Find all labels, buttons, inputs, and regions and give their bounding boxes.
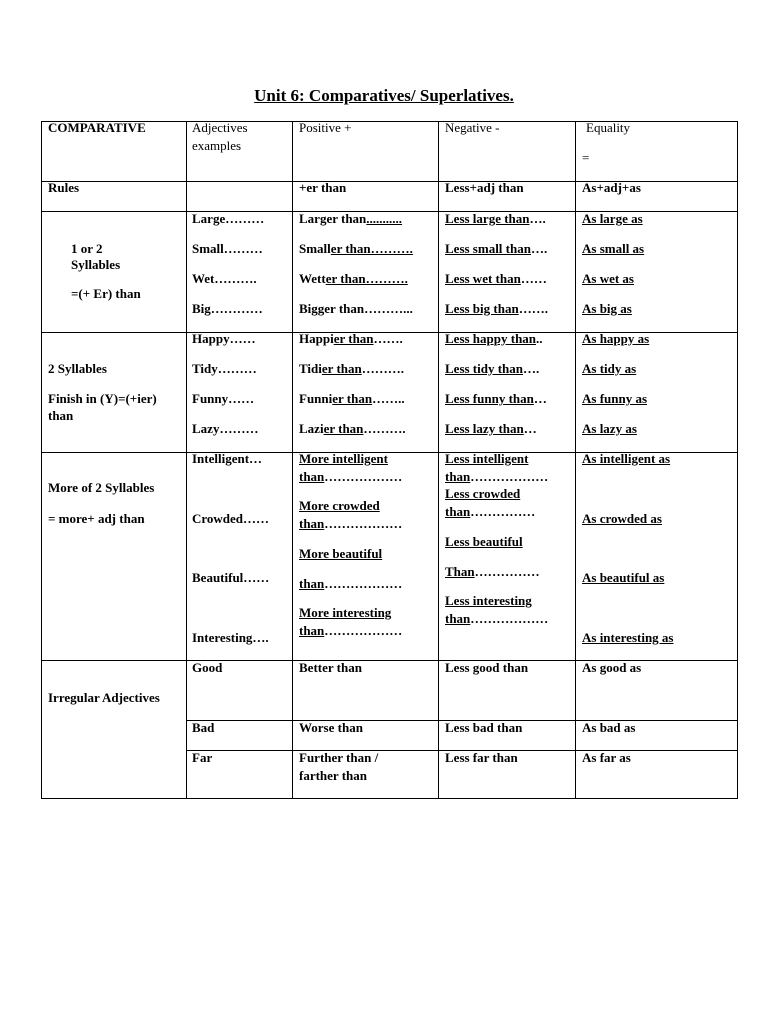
positive-word: Larger than xyxy=(299,211,367,226)
positive-suffix: er than xyxy=(323,421,364,436)
adjective: Far xyxy=(192,750,213,765)
header-examples: examples xyxy=(192,138,242,153)
positive-form xyxy=(299,390,405,408)
adjective: Tidy……… xyxy=(192,361,257,376)
positive-dots: ………. xyxy=(363,421,406,436)
group2-rule: 2 Syllables xyxy=(48,361,107,376)
positive-dots: ……………… xyxy=(324,516,403,531)
negative-dots: …. xyxy=(529,211,546,226)
positive-form: More intelligent xyxy=(299,451,388,466)
positive-form xyxy=(299,300,413,318)
positive-form xyxy=(299,575,402,593)
negative-dots: ……. xyxy=(518,301,548,316)
negative-form xyxy=(445,240,547,258)
equality-form: As good as xyxy=(582,660,642,675)
equality-form: As large as xyxy=(582,211,643,226)
group1-rule: =(+ Er) than xyxy=(71,286,141,301)
adjective: Happy…… xyxy=(192,331,256,346)
positive-word: Wett xyxy=(299,271,326,286)
positive-suffix: er than………. xyxy=(330,241,413,256)
adjective: Interesting…. xyxy=(192,630,269,645)
adjective: Funny…… xyxy=(192,391,255,406)
negative-dots: … xyxy=(533,391,547,406)
negative-form: Less interesting xyxy=(445,593,532,608)
group1-rule: Syllables xyxy=(71,257,121,272)
negative-dots: …… xyxy=(520,271,547,286)
negative-dots: …. xyxy=(530,241,548,256)
positive-suffix: er than xyxy=(333,331,374,346)
negative-form xyxy=(445,270,547,288)
positive-dots: ........... xyxy=(366,211,403,226)
negative-than: than xyxy=(445,469,471,484)
negative-words: Less lazy than xyxy=(445,421,524,436)
comparatives-table xyxy=(41,121,738,799)
negative-than: than xyxy=(445,504,471,519)
page-title: Unit 6: Comparatives/ Superlatives. xyxy=(254,86,514,105)
negative-words: Less tidy than xyxy=(445,361,524,376)
column-divider xyxy=(186,121,187,799)
negative-words: Less funny than xyxy=(445,391,534,406)
adjective: Intelligent… xyxy=(192,451,263,466)
negative-words: Less wet than xyxy=(445,271,521,286)
adjective: Small……… xyxy=(192,241,263,256)
equality-form: As bad as xyxy=(582,720,636,735)
positive-form xyxy=(299,420,406,438)
negative-dots: … xyxy=(523,421,537,436)
negative-than: than xyxy=(445,611,471,626)
negative-dots: ……………… xyxy=(470,611,549,626)
negative-form xyxy=(445,360,539,378)
column-divider xyxy=(575,121,576,799)
positive-than: than xyxy=(299,469,325,484)
positive-form xyxy=(299,515,402,533)
equality-form: As crowded as xyxy=(582,511,662,526)
equality-form: As intelligent as xyxy=(582,451,671,466)
positive-suffix: er than xyxy=(332,391,373,406)
column-divider xyxy=(438,121,439,799)
negative-form xyxy=(445,330,543,348)
negative-form xyxy=(445,503,535,521)
positive-dots: ……………… xyxy=(324,469,403,484)
positive-stem: Funni xyxy=(299,391,333,406)
positive-dots: ………. xyxy=(361,361,404,376)
negative-form xyxy=(445,210,546,228)
negative-than: Than xyxy=(445,564,475,579)
adjective: Lazy……… xyxy=(192,421,259,436)
negative-dots: …………… xyxy=(470,504,536,519)
adjective: Good xyxy=(192,660,223,675)
adjective: Large……… xyxy=(192,211,265,226)
negative-form: Less beautiful xyxy=(445,534,523,549)
negative-words: Less small than xyxy=(445,241,531,256)
equality-form: As happy as xyxy=(582,331,650,346)
adjective: Wet………. xyxy=(192,271,257,286)
equality-form: As tidy as xyxy=(582,361,637,376)
equality-form: As big as xyxy=(582,301,632,316)
irregular-label: Irregular Adjectives xyxy=(48,690,160,705)
rules-positive: +er than xyxy=(299,180,347,195)
negative-form: Less intelligent xyxy=(445,451,529,466)
positive-word: Bigger than xyxy=(299,301,365,316)
group1-rule: 1 or 2 xyxy=(71,241,103,256)
positive-form xyxy=(299,622,402,640)
positive-form: More beautiful xyxy=(299,546,383,561)
group2-rule: Finish in (Y)=(+ier) xyxy=(48,391,157,406)
rules-negative: Less+adj than xyxy=(445,180,524,195)
negative-form xyxy=(445,420,537,438)
positive-dots: ………... xyxy=(364,301,413,316)
positive-form xyxy=(299,360,404,378)
adjective: Bad xyxy=(192,720,215,735)
rules-label: Rules xyxy=(48,180,80,195)
equality-form: As interesting as xyxy=(582,630,674,645)
positive-than: than xyxy=(299,623,325,638)
header-comparative: COMPARATIVE xyxy=(48,120,146,135)
equality-form: As funny as xyxy=(582,391,648,406)
negative-words: Less big than xyxy=(445,301,519,316)
positive-than: than xyxy=(299,516,325,531)
positive-form: Further than / xyxy=(299,750,379,765)
positive-suffix: er than………. xyxy=(325,271,408,286)
positive-suffix: er than xyxy=(321,361,362,376)
equality-form: As beautiful as xyxy=(582,570,665,585)
negative-form xyxy=(445,300,548,318)
positive-stem: Tidi xyxy=(299,361,322,376)
negative-form xyxy=(445,468,548,486)
header-positive: Positive + xyxy=(299,120,352,135)
group3-rule: = more+ adj than xyxy=(48,511,145,526)
positive-form xyxy=(299,210,402,228)
positive-than: than xyxy=(299,576,325,591)
negative-form xyxy=(445,390,547,408)
adjective: Beautiful…… xyxy=(192,570,270,585)
adjective: Big………… xyxy=(192,301,263,316)
negative-form: Less good than xyxy=(445,660,529,675)
positive-dots: …….. xyxy=(372,391,405,406)
negative-form: Less crowded xyxy=(445,486,521,501)
positive-word: Small xyxy=(299,241,331,256)
positive-form: Worse than xyxy=(299,720,363,735)
header-negative: Negative - xyxy=(445,120,500,135)
positive-form: farther than xyxy=(299,768,368,783)
positive-form xyxy=(299,468,402,486)
adjective: Crowded…… xyxy=(192,511,270,526)
positive-form xyxy=(299,330,403,348)
group3-rule: More of 2 Syllables xyxy=(48,480,155,495)
positive-form xyxy=(299,240,413,258)
positive-dots: ……. xyxy=(373,331,403,346)
header-adjectives: Adjectives xyxy=(192,120,248,135)
negative-dots: .. xyxy=(536,331,543,346)
positive-form: More interesting xyxy=(299,605,392,620)
positive-stem: Happi xyxy=(299,331,334,346)
header-equality-sign: = xyxy=(582,150,590,165)
equality-form: As wet as xyxy=(582,271,634,286)
equality-form: As lazy as xyxy=(582,421,637,436)
negative-form: Less far than xyxy=(445,750,518,765)
positive-stem: Lazi xyxy=(299,421,324,436)
negative-dots: …. xyxy=(523,361,540,376)
negative-dots: ……………… xyxy=(470,469,549,484)
negative-form: Less bad than xyxy=(445,720,523,735)
positive-form: More crowded xyxy=(299,498,380,513)
column-divider xyxy=(292,121,293,799)
group2-rule: than xyxy=(48,408,74,423)
positive-form: Better than xyxy=(299,660,362,675)
negative-words: Less happy than xyxy=(445,331,537,346)
negative-dots: …………… xyxy=(474,564,540,579)
positive-form xyxy=(299,270,408,288)
negative-form xyxy=(445,563,540,581)
rules-equality: As+adj+as xyxy=(582,180,641,195)
equality-form: As far as xyxy=(582,750,631,765)
positive-dots: ……………… xyxy=(324,576,403,591)
positive-dots: ……………… xyxy=(324,623,403,638)
negative-words: Less large than xyxy=(445,211,530,226)
header-equality: Equality xyxy=(586,120,631,135)
equality-form: As small as xyxy=(582,241,645,256)
negative-form xyxy=(445,610,548,628)
